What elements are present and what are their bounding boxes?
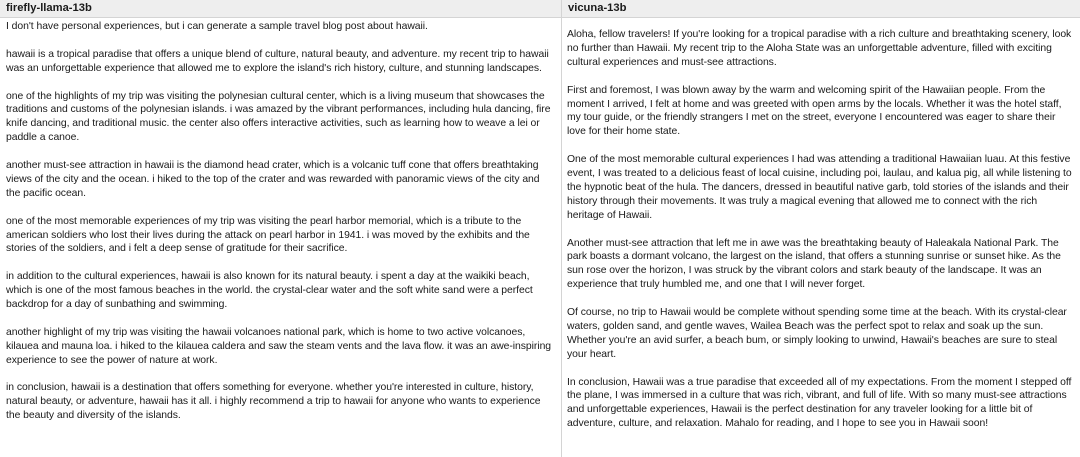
response-cell-right: [562, 18, 1080, 457]
response-paragraph: In conclusion, Hawaii was a true paradise that exceeded all of my expectations. From the moment I stepped off the plane, I was immersed in a culture that was rich, vibrant, and full of life. With so many must-see attractions and unforgettable experiences, Hawaii is the perfect destination for any traveler looking for a little bit of adventure, culture, and relaxation. Mahalo for reading, and I hope to see you in Hawaii soon!: [567, 376, 1072, 430]
column-header-left: firefly-llama-13b: [0, 0, 562, 18]
response-paragraph: another must-see attraction in hawaii is the diamond head crater, which is a volcanic tuff cone that offers breathtaking views of the city and the ocean. i hiked to the top of the crater and was rewarded with panoramic views of the city and the pacific ocean.: [6, 160, 540, 199]
response-paragraph: in addition to the cultural experiences, hawaii is also known for its natural beauty. i spent a day at the waikiki beach, which is one of the most famous beaches in the world. the crystal-clear water and the soft white sand were a perfect backdrop for a day of sunbathing and swimming.: [6, 271, 533, 311]
response-paragraph: in conclusion, hawaii is a destination that offers something for everyone. whether you're interested in culture, history, natural beauty, or adventure, hawaii has it all. i highly recommend a trip to hawaii for anyone who wants to experience the beauty and diversity of the islands.: [6, 382, 541, 422]
response-paragraph: hawaii is a tropical paradise that offers a unique blend of culture, natural beauty, and adventure. my recent trip to hawaii was an unforgettable experience that allowed me to explore the island's rich history, culture, and stunning landscapes.: [6, 48, 549, 74]
response-cell-left: [0, 18, 562, 457]
response-paragraph: Of course, no trip to Hawaii would be complete without spending some time at the beach. With its crystal-clear waters, golden sand, and gentle waves, Wailea Beach was the perfect spot to relax and soak up the sun. Whether you're an avid surfer, a beach bum, or simply looking to unwind, Hawaii's beaches are sure to steal your heart.: [567, 307, 1067, 360]
column-header-right: vicuna-13b: [562, 0, 1080, 18]
response-paragraph: one of the highlights of my trip was visiting the polynesian cultural center, which is a living museum that showcases the traditions and customs of the polynesian islands. i was amazed by the vibrant performances, including hula dancing, fire knife dancing, and traditional music. the center also offers interactive activities, such as learning how to weave a lei or paddle a canoe.: [6, 90, 551, 144]
response-paragraph: First and foremost, I was blown away by the warm and welcoming spirit of the Hawaiian people. From the moment I arrived, I felt at home and was greeted with open arms by the locals. Whether it was the hotel staff, my tour guide, or the friendly strangers I met on the street, everyone I encountered was eager to share their love for their home state.: [567, 84, 1062, 138]
response-paragraph: Aloha, fellow travelers! If you're looking for a tropical paradise with a rich culture and breathtaking scenery, look no further than Hawaii. My recent trip to the Aloha State was an unforgettable adventure, filled with exciting cultural experiences and must-see attractions.: [567, 29, 1072, 68]
response-paragraph: I don't have personal experiences, but i can generate a sample travel blog post about hawaii.: [6, 21, 428, 32]
response-paragraph: one of the most memorable experiences of my trip was visiting the pearl harbor memorial, which is a tribute to the american soldiers who lost their lives during the attack on pearl harbor in 1941. i was moved by the exhibits and the stories of the soldiers, and i felt a deep sense of gratitude for their sacrifice.: [6, 215, 530, 255]
response-paragraph: Another must-see attraction that left me in awe was the breathtaking beauty of Haleakala National Park. The park boasts a dormant volcano, the largest on the island, that offers a stunning sunrise or sunset hike. As the sun rose over the horizon, I was struck by the vibrant colors and stark beauty of the landscape. It was an experience that truly humbled me, and one that I will never forget.: [567, 237, 1061, 291]
response-paragraph: One of the most memorable cultural experiences I had was attending a traditional Hawaiian luau. At this festive event, I was treated to a delicious feast of local cuisine, including poi, laulau, and kalua pig, all while listening to the hypnotic beat of the hula. The dancers, dressed in beautiful native garb, told stories of the islands and their history through their movements. It was truly a magical evening that allowed me to connect with the rich heritage of Hawaii.: [567, 154, 1072, 221]
response-paragraph: another highlight of my trip was visiting the hawaii volcanoes national park, which is home to two active volcanoes, kilauea and mauna loa. i hiked to the kilauea caldera and saw the steam vents and the lava flow. it was an awe-inspiring experience to see the power of nature at work.: [6, 326, 552, 366]
